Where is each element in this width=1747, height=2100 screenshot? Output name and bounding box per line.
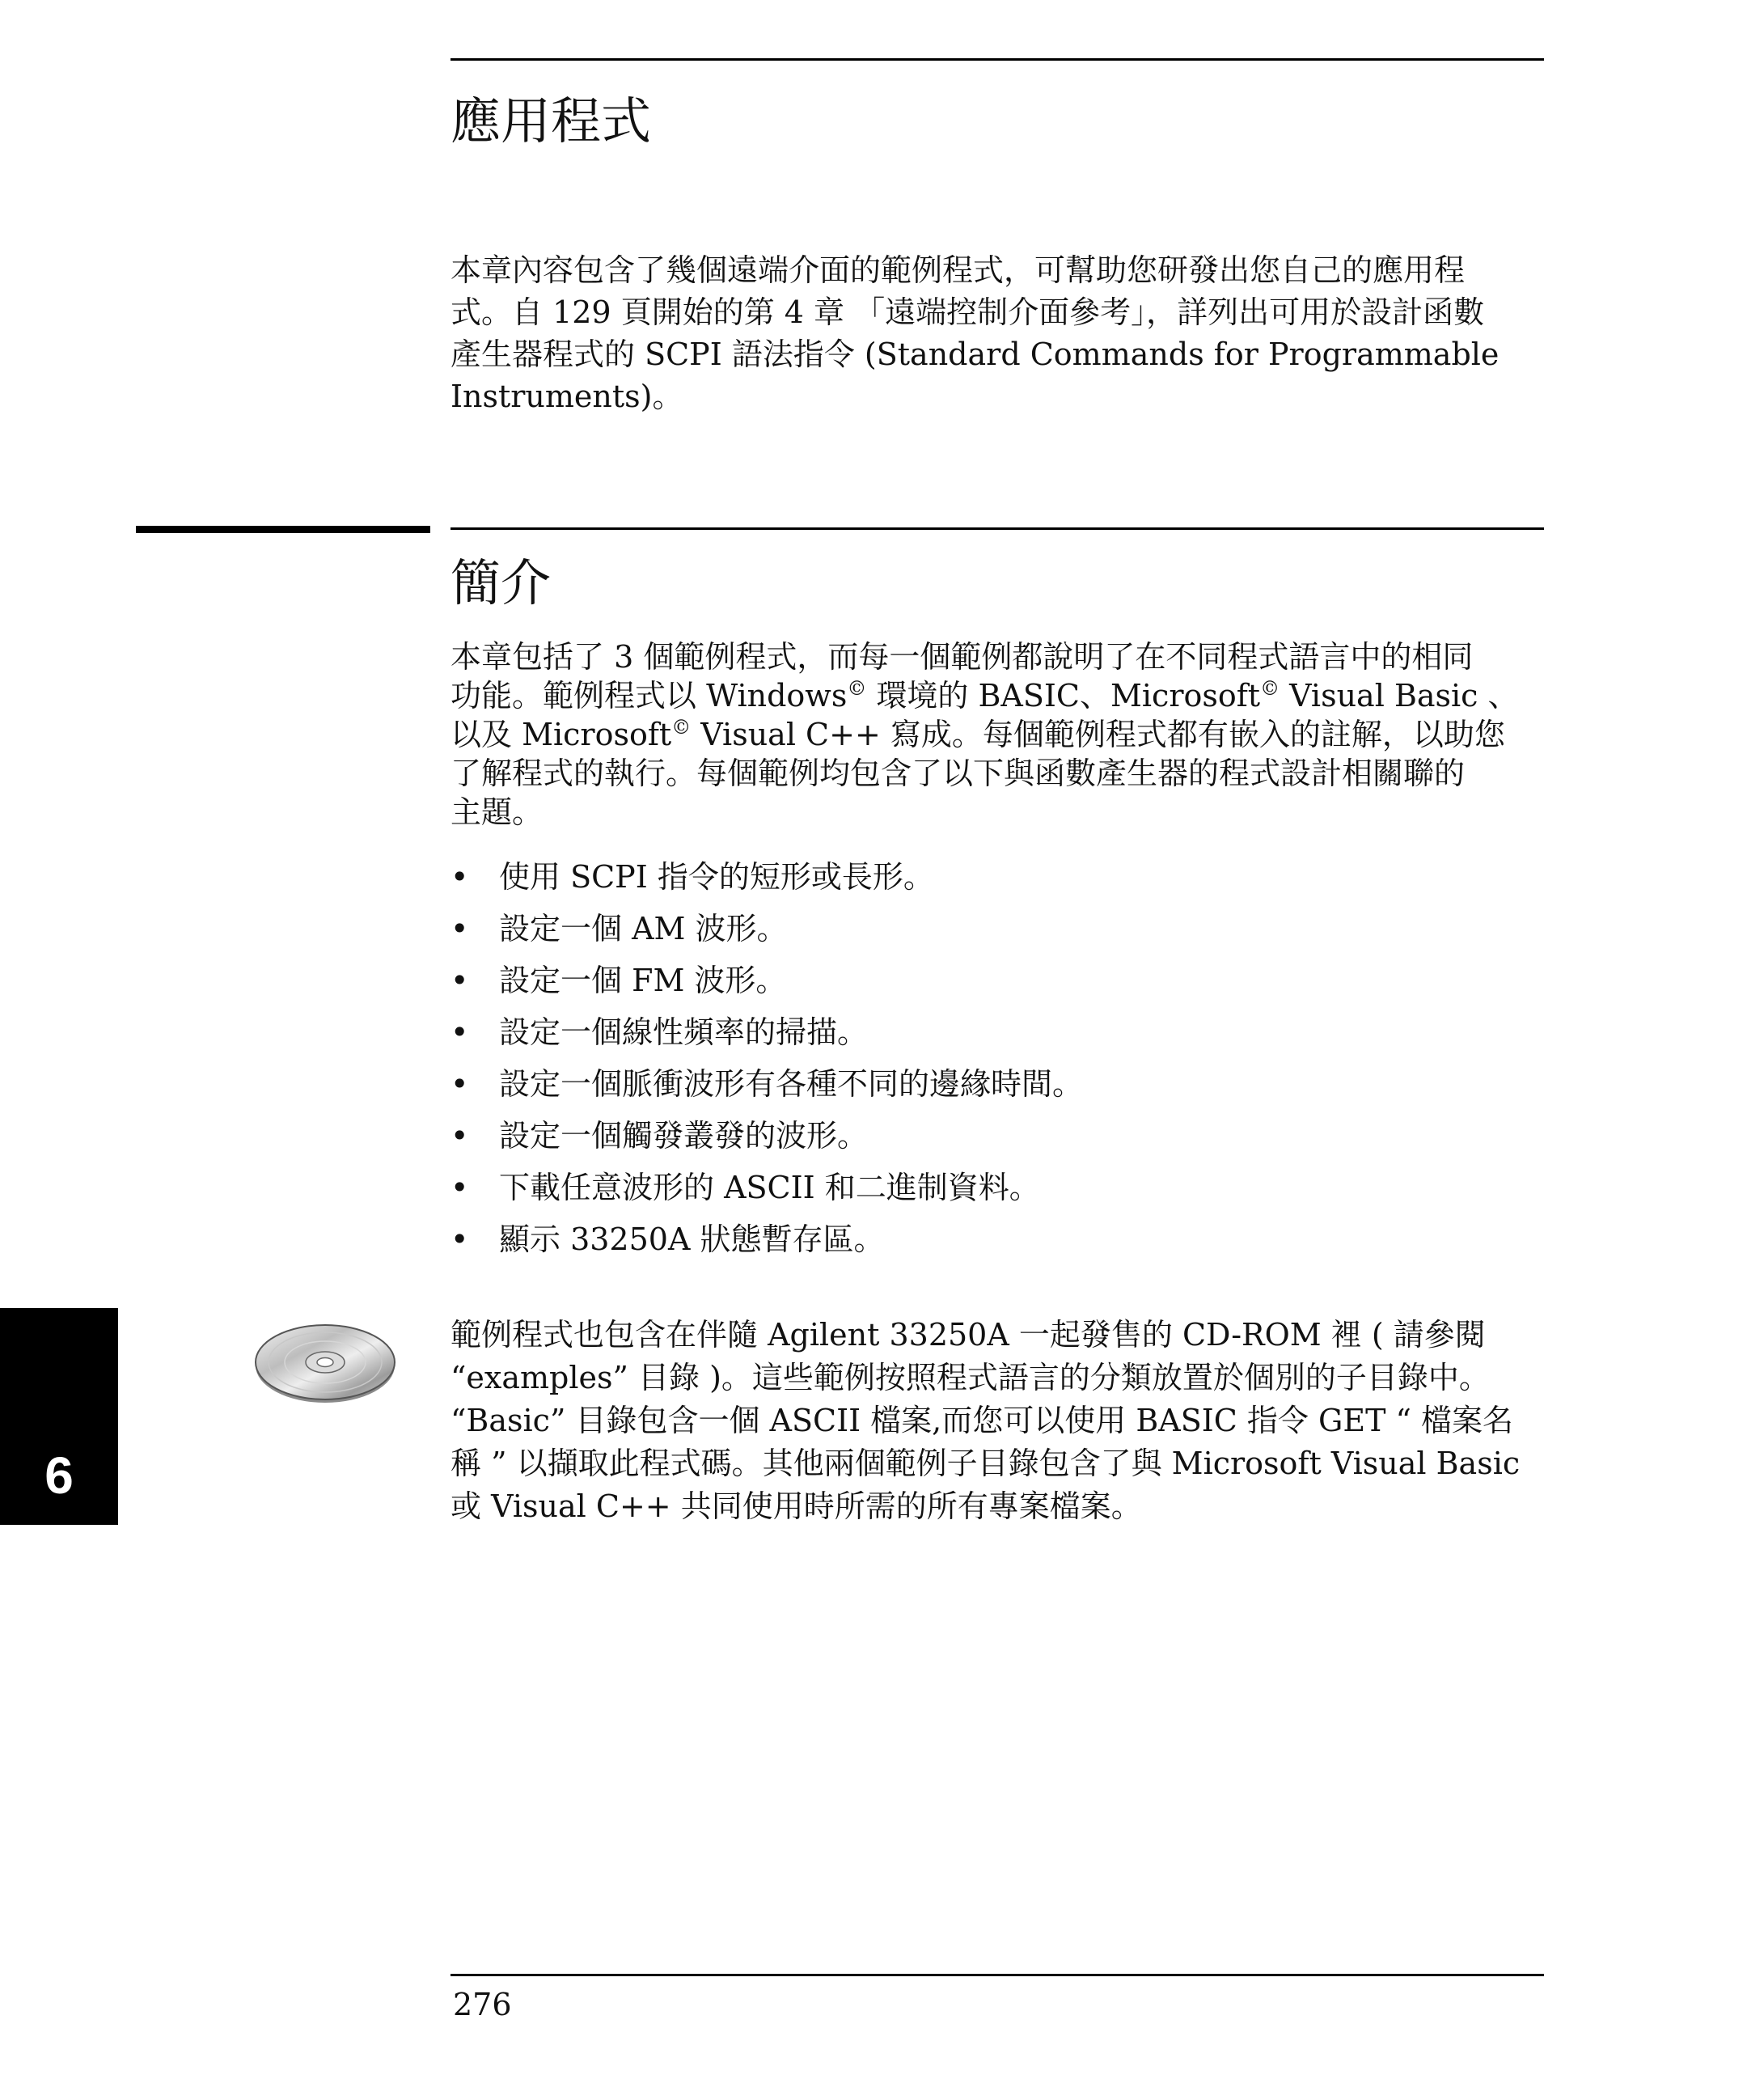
bullet-mark: •	[450, 1221, 469, 1257]
section-title: 簡介	[450, 553, 552, 612]
section-line: 主題。	[450, 794, 544, 830]
list-item-text: 顯示 33250A 狀態暫存區。	[499, 1221, 885, 1257]
list-item	[450, 955, 1083, 1006]
note-line: 稱 ” 以擷取此程式碼。其他兩個範例子目錄包含了與 Microsoft Visual Basic	[450, 1446, 1521, 1481]
bullet-mark: •	[450, 911, 469, 946]
topic-list	[450, 851, 1083, 1265]
list-item	[450, 903, 1083, 955]
intro-paragraph	[450, 249, 1542, 417]
intro-line: Instruments)。	[450, 379, 683, 414]
bullet-mark: •	[450, 1066, 469, 1102]
footer-rule	[450, 1974, 1544, 1976]
list-item	[450, 1006, 1083, 1058]
intro-line: 產生器程式的 SCPI 語法指令 (Standard Commands for Programmable	[450, 337, 1500, 372]
list-item-text: 設定一個 AM 波形。	[499, 911, 788, 946]
page-title: 應用程式	[450, 91, 652, 150]
list-item-text: 設定一個脈衝波形有各種不同的邊緣時間。	[499, 1066, 1084, 1102]
chapter-number: 6	[44, 1446, 74, 1505]
section-line	[450, 715, 1542, 754]
section-text: 環境的 BASIC、Microsoft	[866, 678, 1261, 713]
section-line	[450, 676, 1542, 715]
cd-note-paragraph	[450, 1314, 1542, 1528]
section-text: 以及 Microsoft	[450, 717, 672, 752]
list-item	[450, 1213, 1083, 1265]
bullet-mark: •	[450, 859, 469, 895]
list-item	[450, 851, 1083, 903]
list-item-text: 設定一個 FM 波形。	[499, 963, 787, 998]
list-item-text: 使用 SCPI 指令的短形或長形。	[499, 859, 934, 895]
note-line: 或 Visual C++ 共同使用時所需的所有專案檔案。	[450, 1488, 1142, 1524]
note-line: “examples” 目錄 )。這些範例按照程式語言的分類放置於個別的子目錄中。	[450, 1360, 1490, 1395]
intro-line: 本章內容包含了幾個遠端介面的範例程式，可幫助您研發出您自己的應用程	[450, 252, 1466, 288]
copyright-mark: ©	[1260, 677, 1280, 700]
list-item-text: 設定一個觸發叢發的波形。	[499, 1118, 869, 1154]
cd-rom-icon	[252, 1319, 398, 1406]
copyright-mark: ©	[671, 716, 692, 739]
intro-line: 式。自 129 頁開始的第 4 章 「遠端控制介面參考」，詳列出可用於設計函數	[450, 294, 1485, 330]
section-line: 本章包括了 3 個範例程式，而每一個範例都說明了在不同程式語言中的相同	[450, 639, 1474, 675]
top-rule	[450, 58, 1544, 61]
section-line: 了解程式的執行。每個範例均包含了以下與函數產生器的程式設計相關聯的	[450, 756, 1466, 791]
section-text: 功能。範例程式以 Windows	[450, 678, 848, 713]
list-item	[450, 1058, 1083, 1110]
section-margin-rule	[136, 526, 430, 533]
bullet-mark: •	[450, 1118, 469, 1154]
note-line: “Basic” 目錄包含一個 ASCII 檔案,而您可以使用 BASIC 指令 GET “ 檔案名	[450, 1403, 1514, 1438]
page-number: 276	[453, 1987, 512, 2022]
list-item-text: 下載任意波形的 ASCII 和二進制資料。	[499, 1170, 1040, 1205]
list-item-text: 設定一個線性頻率的掃描。	[499, 1014, 869, 1050]
section-paragraph	[450, 637, 1542, 832]
section-rule	[450, 527, 1544, 530]
bullet-mark: •	[450, 1014, 469, 1050]
bullet-mark: •	[450, 963, 469, 998]
section-text: Visual Basic 、	[1280, 678, 1519, 713]
section-text: Visual C++ 寫成。每個範例程式都有嵌入的註解，以助您	[691, 717, 1505, 752]
list-item	[450, 1162, 1083, 1213]
copyright-mark: ©	[847, 677, 867, 700]
bullet-mark: •	[450, 1170, 469, 1205]
note-line: 範例程式也包含在伴隨 Agilent 33250A 一起發售的 CD-ROM 裡 ( 請參閱	[450, 1317, 1486, 1353]
list-item	[450, 1110, 1083, 1162]
